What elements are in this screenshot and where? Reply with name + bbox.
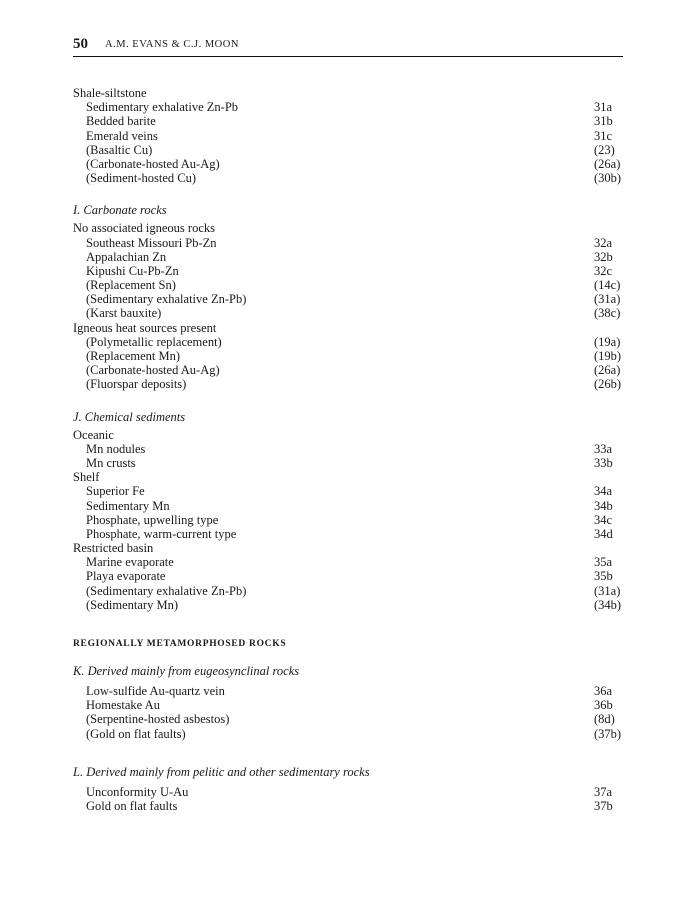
model-code: 35a [594, 555, 613, 570]
group-heading: Igneous heat sources present [73, 320, 217, 335]
list-group [73, 335, 625, 392]
model-code: 32c [594, 263, 613, 278]
list-item [73, 292, 625, 306]
list-group [73, 555, 625, 612]
list-item [73, 527, 625, 541]
model-code: 36a [594, 684, 613, 698]
group-heading: Restricted basin [73, 541, 154, 556]
group-heading: Shale-siltstone [73, 86, 147, 100]
deposit-type-label: Bedded barite [86, 114, 156, 129]
deposit-type-label: (Polymetallic replacement) [86, 334, 222, 349]
list-item [73, 799, 625, 813]
list-item [73, 143, 625, 157]
list-item [73, 377, 625, 391]
list-item [73, 349, 625, 363]
model-code: 33b [594, 455, 613, 470]
list-group [73, 442, 625, 470]
list-item [73, 363, 625, 377]
group-heading: Shelf [73, 470, 100, 485]
list-group [73, 785, 625, 813]
deposit-type-label: (Fluorspar deposits) [86, 377, 187, 392]
model-code: 35b [594, 569, 613, 584]
list-item [73, 484, 625, 498]
deposit-type-label: (Karst bauxite) [86, 306, 162, 321]
model-code: (26a) [594, 363, 621, 378]
deposit-type-label: Appalachian Zn [86, 249, 167, 264]
page-header [73, 36, 623, 57]
list-item [73, 278, 625, 292]
deposit-type-label: Low-sulfide Au-quartz vein [86, 684, 225, 698]
deposit-type-label: Sedimentary Mn [86, 498, 170, 513]
model-code: 31b [594, 114, 613, 129]
model-code: 36b [594, 698, 613, 713]
section-title: I. Carbonate rocks [73, 203, 167, 218]
page-number: 50 [73, 36, 88, 52]
model-code: 31a [594, 100, 613, 115]
deposit-type-label: (Replacement Mn) [86, 349, 181, 363]
list-item [73, 114, 625, 128]
model-code: 31c [594, 128, 613, 143]
list-item [73, 569, 625, 583]
running-head-authors: A.M. EVANS & C.J. MOON [105, 39, 239, 50]
model-code: (19a) [594, 334, 621, 349]
model-code: 32a [594, 235, 613, 250]
section-title: J. Chemical sediments [73, 409, 186, 424]
list-item [73, 727, 625, 741]
deposit-type-label: (Sediment-hosted Cu) [86, 171, 197, 186]
section-title: L. Derived mainly from pelitic and other sedimentary rocks [73, 764, 370, 779]
deposit-type-label: Southeast Missouri Pb-Zn [86, 235, 217, 250]
model-code: 37a [594, 784, 613, 799]
deposit-type-label: (Gold on flat faults) [86, 726, 186, 741]
list-item [73, 598, 625, 612]
deposit-type-label: (Replacement Sn) [86, 278, 176, 293]
list-item [73, 456, 625, 470]
list-item [73, 171, 625, 185]
deposit-type-label: (Sedimentary exhalative Zn-Pb) [86, 292, 247, 307]
deposit-type-label: (Carbonate-hosted Au-Ag) [86, 363, 220, 378]
model-code: (19b) [594, 349, 622, 363]
model-code: 34a [594, 484, 613, 499]
list-item [73, 100, 625, 114]
deposit-type-label: Marine evaporate [86, 555, 174, 570]
deposit-type-label: (Basaltic Cu) [86, 142, 153, 157]
model-code: 32b [594, 249, 613, 264]
deposit-type-label: Phosphate, upwelling type [86, 512, 219, 527]
list-item [73, 584, 625, 598]
list-item [73, 785, 625, 799]
model-code: 34b [594, 498, 613, 513]
deposit-type-label: Unconformity U-Au [86, 784, 189, 799]
group-heading: Oceanic [73, 427, 114, 442]
model-code: (30b) [594, 171, 622, 186]
deposit-type-label: Playa evaporate [86, 569, 166, 584]
list-item [73, 335, 625, 349]
deposit-classification-list [73, 86, 625, 813]
list-item [73, 499, 625, 513]
model-code: (34b) [594, 597, 622, 612]
list-item [73, 306, 625, 320]
model-code: (26a) [594, 156, 621, 171]
model-code: (8d) [594, 712, 615, 727]
deposit-type-label: Superior Fe [86, 484, 145, 499]
deposit-type-label: (Carbonate-hosted Au-Ag) [86, 156, 220, 171]
list-item [73, 712, 625, 726]
deposit-type-label: Phosphate, warm-current type [86, 526, 237, 541]
model-code: (31a) [594, 583, 621, 598]
list-group [73, 684, 625, 741]
list-item [73, 236, 625, 250]
part-heading: REGIONALLY METAMORPHOSED ROCKS [73, 639, 287, 649]
deposit-type-label: Mn nodules [86, 441, 146, 456]
model-code: (31a) [594, 292, 621, 307]
list-item [73, 684, 625, 698]
list-item [73, 157, 625, 171]
deposit-type-label: Emerald veins [86, 128, 158, 143]
list-item [73, 555, 625, 569]
section-title: K. Derived mainly from eugeosynclinal rocks [73, 664, 300, 678]
deposit-type-label: (Serpentine-hosted asbestos) [86, 712, 230, 727]
list-group [73, 484, 625, 541]
model-code: 33a [594, 441, 613, 456]
model-code: (23) [594, 142, 615, 157]
model-code: (14c) [594, 278, 621, 293]
model-code: (26b) [594, 377, 622, 392]
list-item [73, 698, 625, 712]
deposit-type-label: (Sedimentary Mn) [86, 597, 178, 612]
deposit-type-label: Gold on flat faults [86, 798, 178, 813]
list-group [73, 236, 625, 321]
deposit-type-label: Sedimentary exhalative Zn-Pb [86, 100, 239, 115]
list-item [73, 513, 625, 527]
list-item [73, 264, 625, 278]
list-item [73, 250, 625, 264]
model-code: (38c) [594, 306, 621, 321]
model-code: 34c [594, 512, 613, 527]
deposit-type-label: Kipushi Cu-Pb-Zn [86, 263, 179, 278]
model-code: 37b [594, 798, 613, 813]
group-heading: No associated igneous rocks [73, 221, 215, 236]
list-group [73, 100, 625, 185]
model-code: (37b) [594, 726, 622, 741]
deposit-type-label: Mn crusts [86, 455, 136, 470]
model-code: 34d [594, 526, 613, 541]
list-item [73, 442, 625, 456]
list-item [73, 129, 625, 143]
deposit-type-label: Homestake Au [86, 698, 160, 713]
deposit-type-label: (Sedimentary exhalative Zn-Pb) [86, 583, 247, 598]
